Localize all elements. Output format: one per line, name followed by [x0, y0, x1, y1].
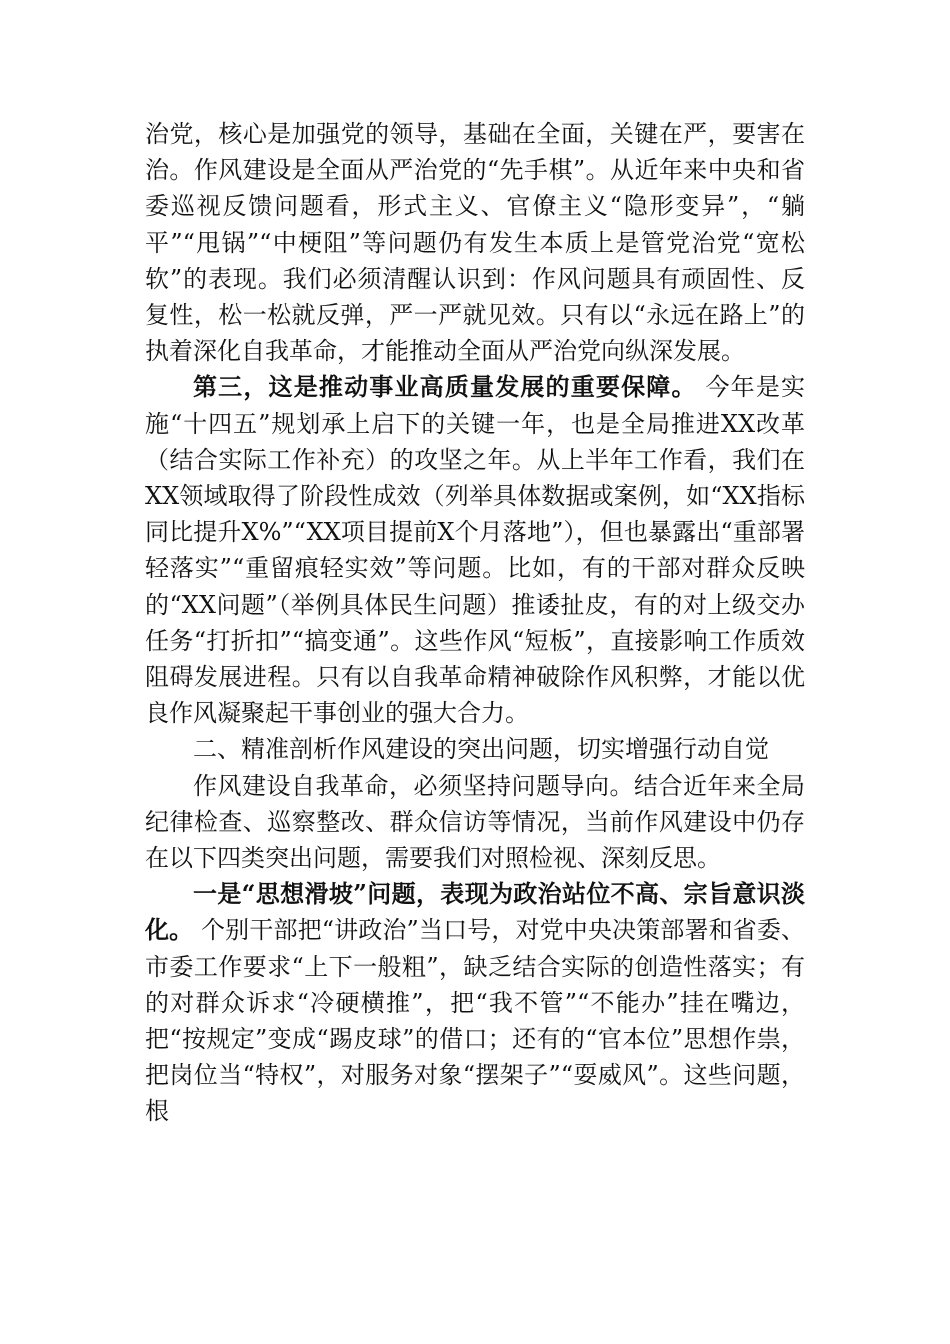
paragraph-continuation: 治党，核心是加强党的领导，基础在全面，关键在严，要害在治。作风建设是全面从严治党的“先手棋”。从近年来中央和省委巡视反馈问题看，形式主义、官僚主义“隐形变异”，“躺平”“甩锅”“中梗阻”等问题仍有发生本质上是管党治党“宽松软”的表现。我们必须清醒认识到：作风问题具有顽固性、反复性，松一松就反弹，严一严就见效。只有以“永远在路上”的执着深化自我革命，才能推动全面从严治党向纵深发展。	[145, 120, 805, 366]
paragraph-lead-bold: 第三，这是推动事业高质量发展的重要保障。	[193, 372, 697, 402]
document-page	[145, 116, 805, 1130]
paragraph-lead-bold: 一是“思想滑坡”问题，表现为政治站位不高、宗旨意识淡化。	[145, 879, 805, 945]
paragraph-intro: 作风建设自我革命，必须坚持问题导向。结合近年来全局纪律检查、巡察整改、群众信访等情况，当前作风建设中仍存在以下四类突出问题，需要我们对照检视、深刻反思。	[145, 771, 805, 873]
paragraph-body: 个别干部把“讲政治”当口号，对党中央决策部署和省委、市委工作要求“上下一般粗”，缺乏结合实际的创造性落实；有的对群众诉求“冷硬横推”，把“我不管”“不能办”挂在嘴边，把“按规定”变成“踢皮球”的借口；还有的“官本位”思想作祟，把岗位当“特权”，对服务对象“摆架子”“耍威风”。这些问题，根	[145, 916, 806, 1126]
section-heading: 二、精准剖析作风建设的突出问题，切实增强行动自觉	[193, 735, 769, 764]
paragraph-third-point	[145, 369, 805, 731]
paragraph-first-issue	[145, 876, 805, 1129]
paragraph-body: 今年是实施“十四五”规划承上启下的关键一年，也是全局推进XX改革（结合实际工作补充）的攻坚之年。从上半年工作看，我们在XX领域取得了阶段性成效（列举具体数据或案例，如“XX指标同比提升X%”“XX项目提前X个月落地”），但也暴露出“重部署轻落实”“重留痕轻实效”等问题。比如，有的干部对群众反映的“XX问题”（举例具体民生问题）推诿扯皮，有的对上级交办任务“打折扣”“搞变通”。这些作风“短板”，直接影响工作质效阻碍发展进程。只有以自我革命精神破除作风积弊，才能以优良作风凝聚起干事创业的强大合力。	[145, 373, 805, 728]
